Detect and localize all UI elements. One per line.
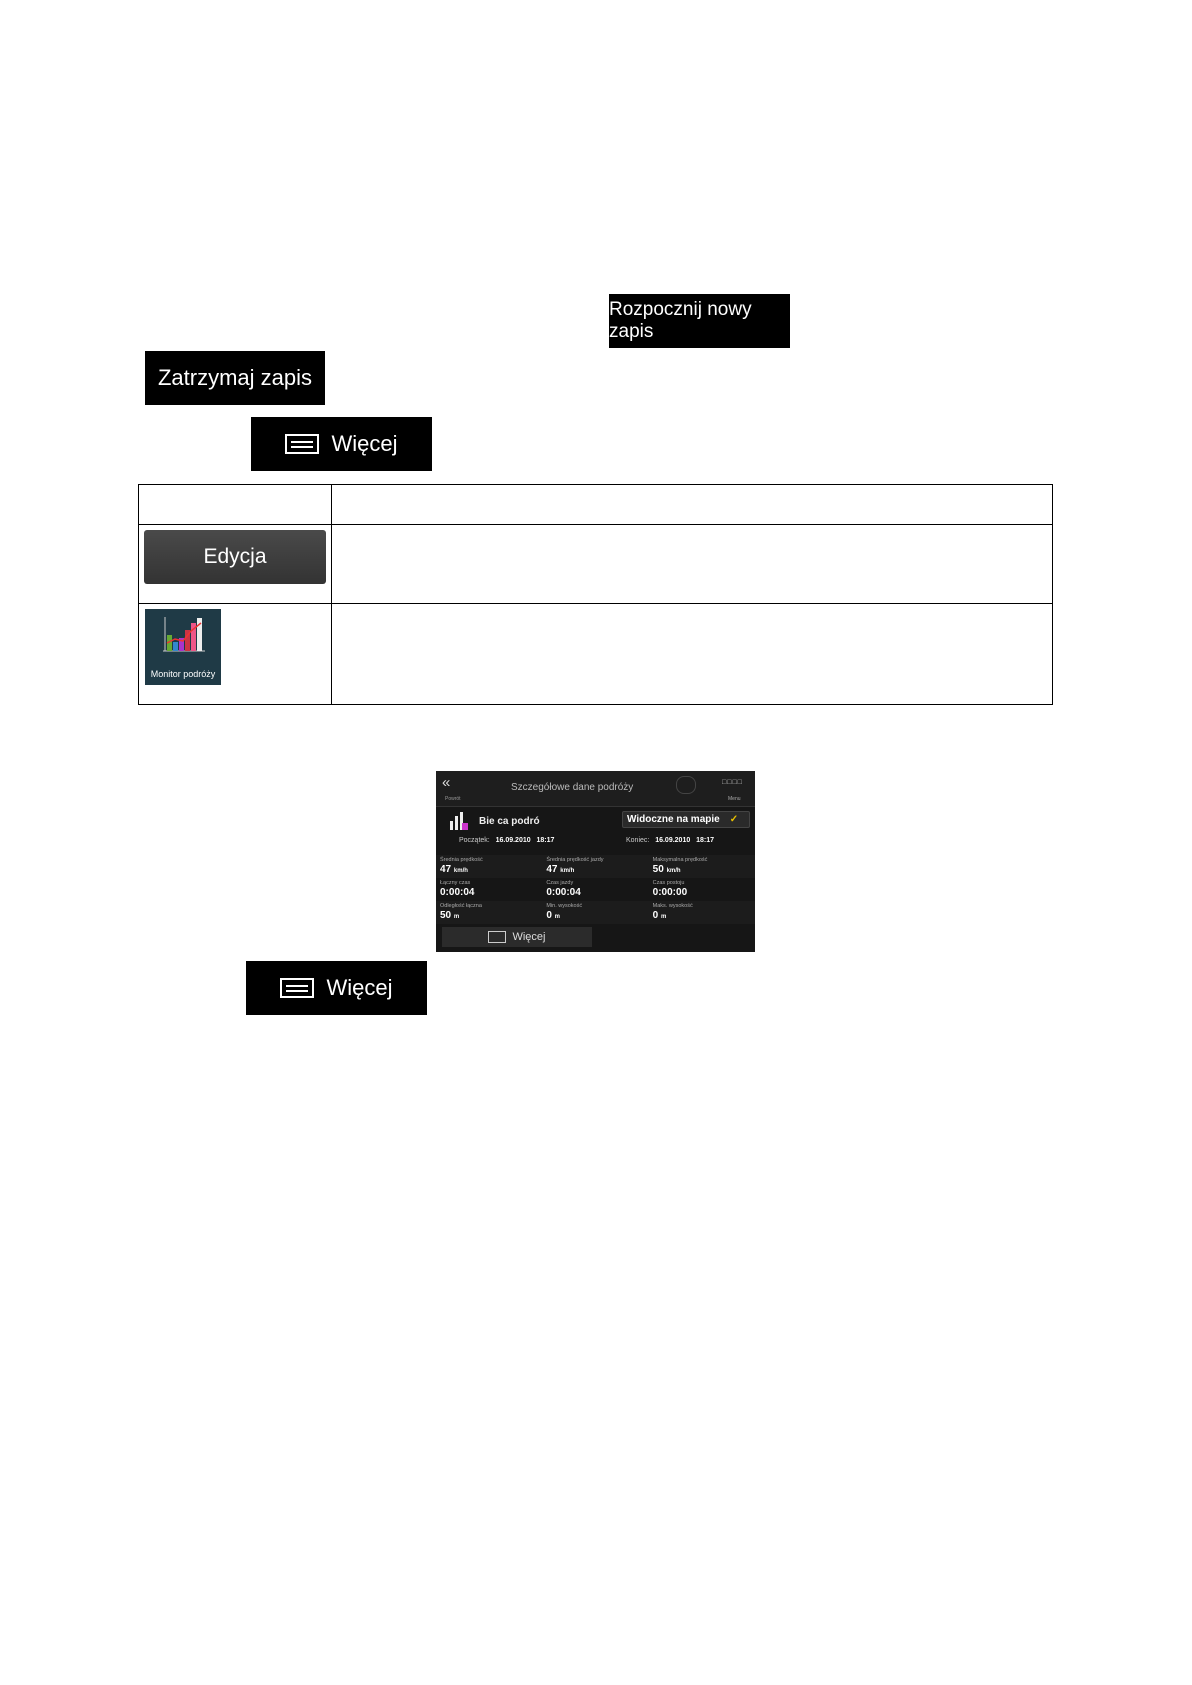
table-header-cell-left [139, 485, 332, 525]
stat-label: Łączny czas [440, 880, 471, 886]
stat-value [546, 910, 560, 921]
edit-label: Edycja [203, 545, 267, 568]
stat-value: 0:00:04 [546, 887, 581, 898]
stat-label: Czas postoju [652, 880, 685, 886]
more-button-top[interactable] [251, 417, 432, 471]
stat-label: Min. wysokość [546, 903, 583, 909]
stat-value: 0:00:04 [440, 887, 475, 898]
stat-label: Średnia prędkość jazdy [546, 857, 604, 863]
stat-cell [649, 878, 755, 901]
stop-record-label: Zatrzymaj zapis [157, 365, 313, 390]
stat-cell [436, 901, 542, 924]
stat-number: 0 [546, 910, 552, 921]
table-cell-monitor [139, 604, 332, 705]
end-time: 18:17 [696, 837, 714, 844]
device-title: Szczegółowe dane podróży [511, 782, 634, 793]
start-new-record-label: Rozpocznij nowy zapis [609, 299, 752, 342]
bar-chart-icon [145, 609, 221, 669]
stat-cell [542, 855, 648, 878]
speech-bubble-icon [676, 776, 696, 794]
trip-details-screenshot [436, 771, 755, 952]
table-cell-edit [139, 525, 332, 604]
stat-cell [436, 855, 542, 878]
edit-button[interactable] [144, 530, 326, 584]
end-label: Koniec: [626, 837, 650, 844]
trip-chart-icon [448, 811, 468, 831]
stat-number: 47 [546, 864, 558, 875]
stats-row [436, 901, 755, 924]
device-more-label: Więcej [512, 931, 546, 943]
more-label-top: Więcej [331, 431, 398, 456]
menu-icon [280, 978, 314, 998]
stat-label: Czas jazdy [546, 880, 574, 886]
device-header [436, 771, 755, 807]
back-icon[interactable]: « [442, 774, 451, 791]
stat-unit: km/h [453, 868, 468, 874]
stat-unit: m [661, 914, 667, 920]
stat-unit: m [554, 914, 561, 920]
end-date: 16.09.2010 [655, 837, 691, 844]
stat-value [546, 864, 574, 875]
stat-cell [542, 901, 648, 924]
visible-on-map-toggle[interactable] [622, 811, 750, 828]
back-label: Powrót [445, 796, 461, 802]
stop-record-button[interactable] [145, 351, 325, 405]
feature-table [138, 484, 1053, 705]
stat-value [653, 864, 681, 875]
menu-label: Menu [728, 796, 741, 802]
stat-unit: m [453, 914, 460, 920]
stat-cell [649, 855, 755, 878]
start-new-record-button[interactable] [609, 294, 790, 348]
stat-unit: km/h [560, 868, 575, 874]
stats-row [436, 855, 755, 878]
stat-label: Odległość łączna [440, 903, 482, 909]
stat-number: 50 [440, 910, 452, 921]
stat-label: Maksymalna prędkość [652, 857, 708, 863]
more-label-bottom: Więcej [326, 975, 393, 1000]
stats-row [436, 878, 755, 901]
stat-cell [436, 878, 542, 901]
table-header-cell-right [332, 485, 1053, 525]
stat-label: Maks. wysokość [652, 903, 693, 909]
end-info [626, 837, 714, 844]
menu-icon [285, 434, 319, 454]
stat-unit: km/h [666, 868, 681, 874]
trip-stats [436, 855, 755, 924]
stat-value [440, 910, 459, 921]
trip-name: Bie ca podró [479, 816, 540, 827]
visible-on-map-label: Widoczne na mapie [627, 814, 720, 825]
stat-cell [542, 878, 648, 901]
stat-value [440, 864, 468, 875]
table-cell-monitor-desc [332, 604, 1053, 705]
start-date: 16.09.2010 [495, 837, 531, 844]
stat-value [653, 910, 667, 921]
device-more-button[interactable] [442, 927, 592, 947]
start-label: Początek: [459, 837, 490, 844]
checkmark-icon: ✓ [729, 814, 739, 825]
menu-icon [488, 931, 506, 943]
stat-number: 0 [652, 910, 659, 921]
stat-number: 50 [652, 864, 664, 875]
more-button-bottom[interactable] [246, 961, 427, 1015]
stat-value: 0:00:00 [652, 887, 688, 898]
start-time: 18:17 [536, 837, 555, 844]
table-cell-edit-desc [332, 525, 1053, 604]
menu-grid-icon[interactable]: □□□□ [722, 779, 743, 786]
start-info [459, 837, 554, 844]
trip-monitor-label: Monitor podróży [150, 669, 216, 679]
stat-label: Średnia prędkość [440, 857, 483, 863]
stat-cell [649, 901, 755, 924]
trip-monitor-tile[interactable] [145, 609, 221, 685]
stat-number: 47 [440, 864, 452, 875]
